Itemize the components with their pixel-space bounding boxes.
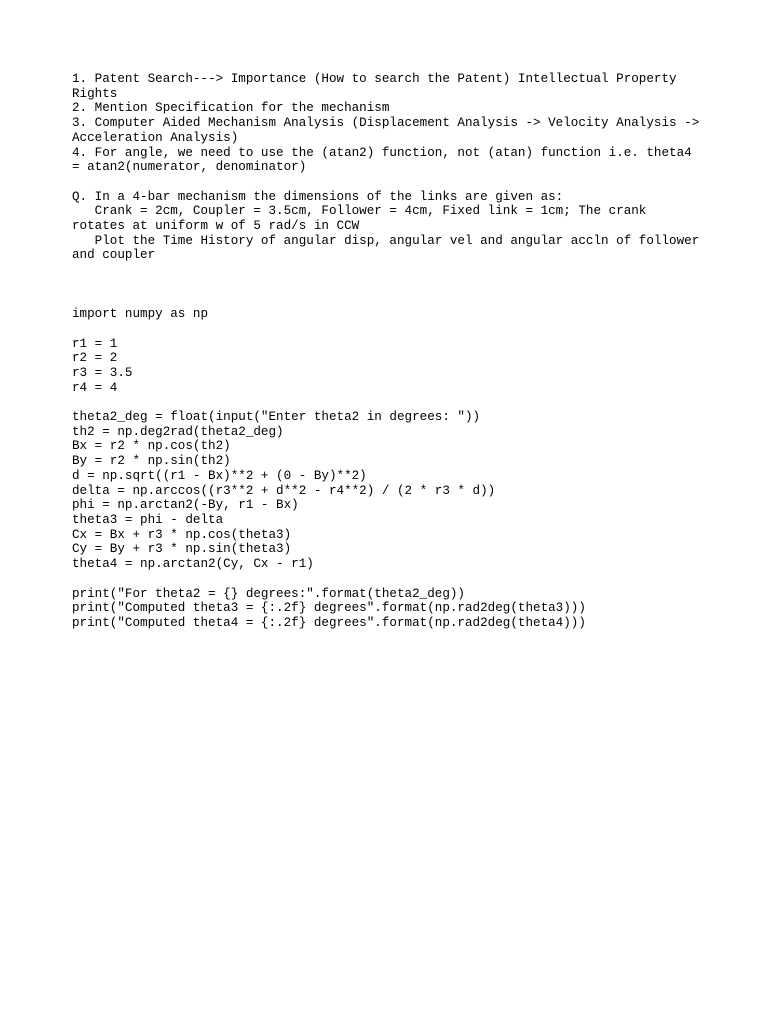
doc-line: 1. Patent Search---> Importance (How to search the Patent) Intellectual Property: [72, 72, 677, 86]
doc-line: theta4 = np.arctan2(Cy, Cx - r1): [72, 557, 314, 572]
doc-line: 3. Computer Aided Mechanism Analysis (Displacement Analysis -> Velocity Analysis ->: [72, 116, 700, 131]
doc-line: r4 = 4: [72, 380, 118, 395]
doc-line: [72, 278, 702, 293]
doc-line: [72, 395, 702, 410]
doc-line: [72, 263, 702, 278]
doc-line: 4. For angle, we need to use the (atan2) function, not (atan) function i.e. theta4: [72, 145, 692, 160]
doc-line: [72, 293, 702, 308]
doc-line: theta2_deg = float(input("Enter theta2 in degrees: ")): [72, 410, 481, 425]
doc-line: Acceleration Analysis): [72, 130, 239, 145]
doc-line: Plot the Time History of angular disp, angular vel and angular accln of follower: [72, 233, 700, 248]
doc-line: r3 = 3.5: [72, 365, 133, 380]
doc-line: r1 = 1: [72, 336, 118, 351]
doc-line: d = np.sqrt((r1 - Bx)**2 + (0 - By)**2): [72, 468, 367, 483]
doc-line: Cx = Bx + r3 * np.cos(theta3): [72, 527, 292, 542]
document-body: [72, 72, 702, 631]
doc-line: and coupler: [72, 248, 156, 263]
doc-line: Rights: [72, 86, 118, 101]
doc-line: = atan2(numerator, denominator): [72, 160, 307, 175]
doc-line: delta = np.arccos((r3**2 + d**2 - r4**2) / (2 * r3 * d)): [72, 483, 496, 498]
doc-line: Q. In a 4-bar mechanism the dimensions of the links are given as:: [72, 189, 564, 204]
doc-line: Bx = r2 * np.cos(th2): [72, 439, 231, 454]
doc-line: print("Computed theta4 = {:.2f} degrees".format(np.rad2deg(theta4))): [72, 615, 586, 630]
doc-line: print("For theta2 = {} degrees:".format(theta2_deg)): [72, 586, 465, 601]
doc-line: Crank = 2cm, Coupler = 3.5cm, Follower = 4cm, Fixed link = 1cm; The crank: [72, 204, 647, 219]
doc-line: 2. Mention Specification for the mechanism: [72, 101, 390, 116]
doc-line: [72, 175, 702, 190]
doc-line: th2 = np.deg2rad(theta2_deg): [72, 424, 284, 439]
doc-line: Cy = By + r3 * np.sin(theta3): [72, 542, 292, 557]
doc-line: theta3 = phi - delta: [72, 513, 224, 527]
doc-line: rotates at uniform w of 5 rad/s in CCW: [72, 219, 360, 234]
doc-line: [72, 572, 702, 587]
doc-line: phi = np.arctan2(-By, r1 - Bx): [72, 498, 299, 513]
doc-line: By = r2 * np.sin(th2): [72, 454, 231, 469]
doc-line: r2 = 2: [72, 351, 118, 366]
doc-line: print("Computed theta3 = {:.2f} degrees".format(np.rad2deg(theta3))): [72, 601, 586, 616]
doc-line: import numpy as np: [72, 307, 209, 322]
doc-line: [72, 322, 702, 337]
